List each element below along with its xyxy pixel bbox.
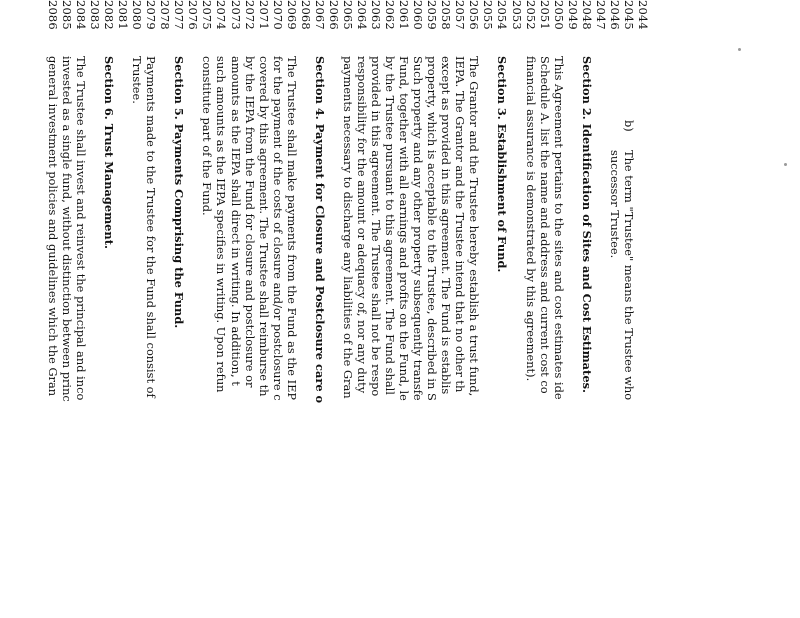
section-heading-line [580,0,594,500]
section-heading-line [496,0,510,500]
line-text: invested as a single fund, without distinction between princ [59,56,74,402]
line-text: property, which is acceptable to the Trustee, described in S [425,56,440,401]
line-text: The term "Trustee" means the Trustee who [621,150,636,401]
line-number: 2066 [326,0,341,30]
section-heading: Section 3. Establishment of Fund. [495,56,510,273]
document-line [481,0,495,500]
line-number: 2052 [523,0,538,30]
line-number: 2072 [242,0,257,30]
scan-speck [784,163,787,166]
line-number: 2058 [439,0,454,30]
line-number: 2081 [116,0,131,30]
rotated-document-sheet [30,0,650,500]
line-number: 2049 [565,0,580,30]
line-number: 2084 [74,0,88,30]
document-line [411,0,425,500]
section-heading: Section 6. Trust Management. [102,56,117,249]
line-text: for the payment of the costs of closure and/or postclosure c [270,56,285,401]
document-line [552,0,566,500]
document-line [566,0,580,500]
document-line [257,0,271,500]
section-heading-line [313,0,327,500]
line-text: by the IEPA from the Fund for closure and postclosure or [242,56,257,388]
line-number: 2070 [270,0,285,30]
document-line [116,0,130,500]
line-number: 2050 [551,0,566,30]
section-heading: Section 5. Payments Comprising the Fund. [172,56,187,329]
line-number: 2086 [45,0,60,30]
section-heading-line [172,0,186,500]
document-line [425,0,439,500]
line-number: 2074 [214,0,229,30]
line-number: 2048 [579,0,594,30]
line-number: 2080 [130,0,145,30]
line-number: 2079 [144,0,159,30]
document-line [229,0,243,500]
document-line [524,0,538,500]
line-number: 2051 [537,0,552,30]
document-line [467,0,481,500]
line-number: 2065 [340,0,355,30]
line-text: Schedule A. list the name and address and current cost co [537,56,552,394]
document-line [369,0,383,500]
line-number: 2062 [383,0,398,30]
line-number: 2077 [172,0,187,30]
document-line [439,0,453,500]
document-line [383,0,397,500]
line-number: 2068 [298,0,313,30]
document-line [186,0,200,500]
document-line [271,0,285,500]
document-line [327,0,341,500]
line-text: provided in this agreement. The Trustee shall not be respo [369,56,384,397]
scan-speck [738,48,741,51]
document-line [594,0,608,500]
line-text: IEPA. The Grantor and the Trustee intend that no other th [453,56,468,393]
line-number: 2053 [509,0,524,30]
line-text: Such property and any other property subsequently transfe [411,56,426,401]
line-number: 2059 [425,0,440,30]
line-number: 2071 [256,0,271,30]
line-number: 2056 [467,0,482,30]
line-text: This Agreement pertains to the sites and cost estimates ide [551,56,566,400]
document-line [341,0,355,500]
document-line [88,0,102,500]
document-line [453,0,467,500]
line-number: 2083 [88,0,103,30]
line-number: 2060 [411,0,426,30]
document-line [74,0,88,500]
line-text: The Grantor and the Trustee hereby establish a trust fund, [467,56,482,397]
line-number: 2076 [186,0,201,30]
line-text: financial assurance is demonstrated by this agreement). [523,56,538,382]
line-text: such amounts as the IEPA specifies in writing. Upon refun [214,56,229,393]
line-number: 2055 [481,0,496,30]
document-line [158,0,172,500]
line-number: 2073 [228,0,243,30]
document-line [608,0,622,500]
document-line [636,0,650,500]
line-number: 2078 [158,0,173,30]
line-number: 2054 [495,0,510,30]
list-marker: b) [621,120,636,132]
document-line [60,0,74,500]
section-heading: Section 2. Identification of Sites and Cost Estimates. [579,56,594,393]
line-number: 2045 [621,0,636,30]
line-number: 2069 [284,0,299,30]
line-text: Fund, together with all earnings and profits on the Fund, le [397,56,412,401]
document-line [299,0,313,500]
line-text: The Trustee shall make payments from the Fund as the IEP [284,56,299,401]
line-text: payments necessary to discharge any liabilities of the Gran [340,56,355,399]
document-line [144,0,158,500]
line-text: successor Trustee. [607,150,622,259]
line-number: 2063 [369,0,384,30]
section-heading: Section 4. Payment for Closure and Postclosure care o [312,56,327,404]
line-number: 2044 [636,0,650,30]
line-text: covered by this agreement. The Trustee shall reimburse th [256,56,271,397]
document-line [622,0,636,500]
document-line [285,0,299,500]
line-number: 2067 [312,0,327,30]
line-text: responsibility for the amount or adequacy of, nor any duty [355,56,369,394]
document-line [200,0,214,500]
document-line [355,0,369,500]
line-number: 2057 [453,0,468,30]
line-text: general investment policies and guidelines which the Gran [45,56,60,397]
line-text: Payments made to the Trustee for the Fund shall consist of [144,56,159,398]
line-text: constitute part of the Fund. [200,56,215,216]
line-text: amounts as the IEPA shall direct in writing. In addition, t [228,56,243,386]
line-text: by the Trustee pursuant to this agreement. The Fund shall [383,56,398,395]
line-number: 2064 [355,0,369,30]
line-number: 2085 [59,0,74,30]
line-text: except as provided in this agreement. The Fund is establis [439,56,454,395]
document-line [538,0,552,500]
line-number: 2082 [102,0,117,30]
line-number: 2046 [607,0,622,30]
document-line [130,0,144,500]
line-number: 2075 [200,0,215,30]
document-line [215,0,229,500]
line-number: 2047 [593,0,608,30]
document-line [397,0,411,500]
document-line [510,0,524,500]
line-text: Trustee. [130,56,145,104]
document-line [46,0,60,500]
section-heading-line [102,0,116,500]
document-line [243,0,257,500]
line-text: The Trustee shall invest and reinvest the principal and inco [74,56,88,401]
line-number: 2061 [397,0,412,30]
